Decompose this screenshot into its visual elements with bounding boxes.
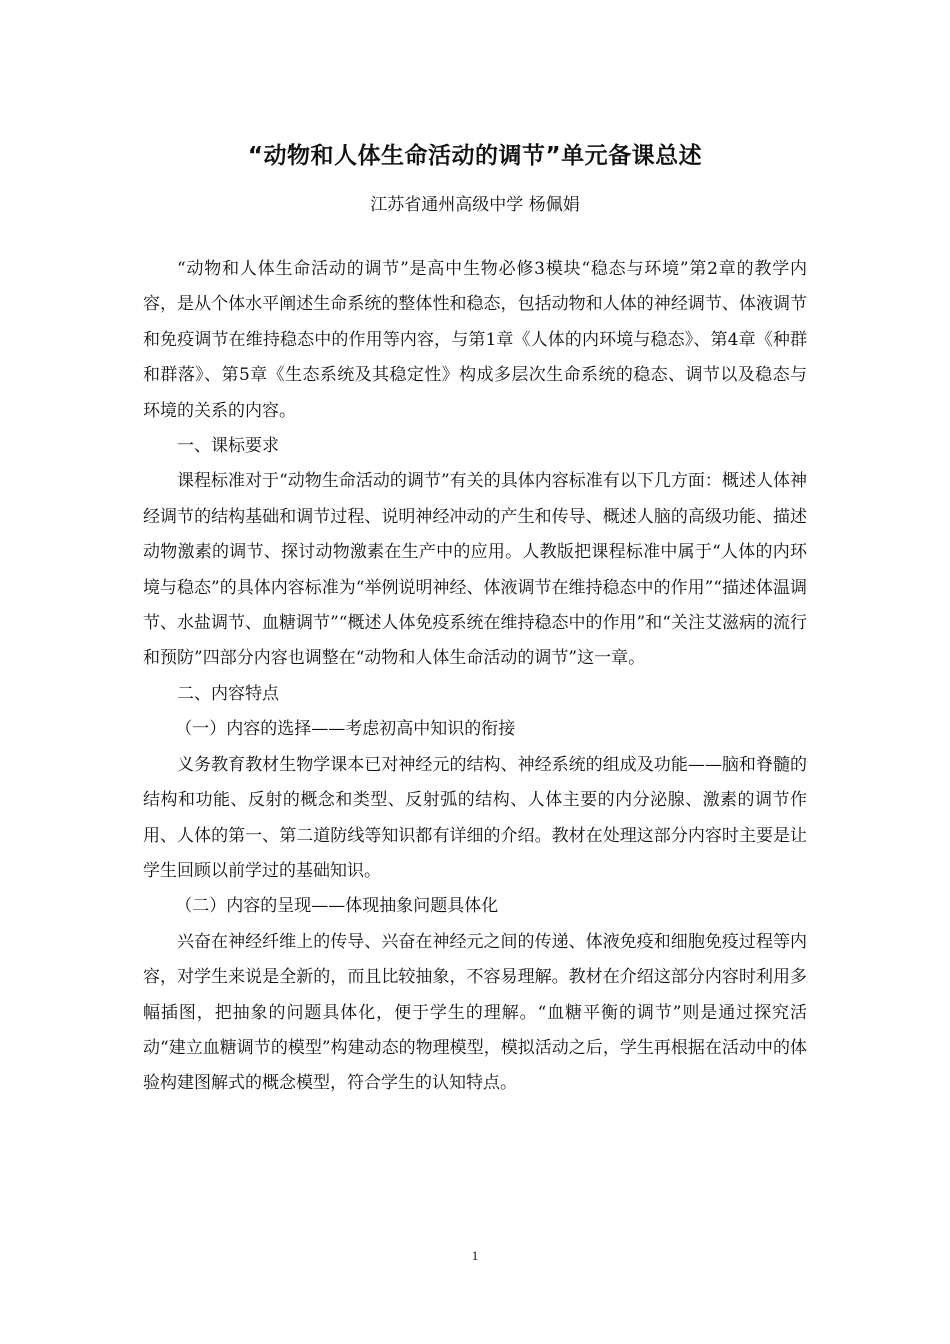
intro-paragraph: “动物和人体生命活动的调节”是高中生物必修3模块“稳态与环境”第2章的教学内容，是从个体水平阐述生命系统的整体性和稳态，包括动物和人体的神经调节、体液调节和免疫调节在维持稳态中的作用等内容，与第1章《人体的内环境与稳态》、第4章《种群和群落》、第5章《生态系统及其稳定性》构成多层次生命系统的稳态、调节以及稳态与环境的关系的内容。 xyxy=(143,259,807,421)
author-line: 江苏省通州高级中学 杨佩娟 xyxy=(370,195,580,215)
document-title: “动物和人体生命活动的调节”单元备课总述 xyxy=(247,143,703,169)
curriculum-paragraph: 课程标准对于“动物生命活动的调节”有关的具体内容标准有以下几方面：概述人体神经调节的结构基础和调节过程、说明神经冲动的产生和传导、概述人脑的高级功能、描述动物激素的调节、探讨动物激素在生产中的应用。人教版把课程标准中属于“人体的内环境与稳态”的具体内容标准为“举例说明神经、体液调节在维持稳态中的作用”“描述体温调节、水盐调节、血糖调节”“概述人体免疫系统在维持稳态中的作用”和“关注艾滋病的流行和预防”四部分内容也调整在“动物和人体生命活动的调节”这一章。 xyxy=(143,471,807,669)
subheading-presentation: （二）内容的呈现——体现抽象问题具体化 xyxy=(175,896,499,917)
document-body xyxy=(143,252,807,1102)
subheading-selection: （一）内容的选择——考虑初高中知识的衔接 xyxy=(175,719,516,740)
selection-paragraph: 义务教育教材生物学课本已对神经元的结构、神经系统的组成及功能——脑和脊髓的结构和功能、反射的概念和类型、反射弧的结构、人体主要的内分泌腺、激素的调节作用、人体的第一、第二道防线等知识都有详细的介绍。教材在处理这部分内容时主要是让学生回顾以前学过的基础知识。 xyxy=(143,754,807,881)
section-heading-content: 二、内容特点 xyxy=(177,683,279,704)
page-number: 1 xyxy=(471,1248,479,1263)
section-heading-curriculum: 一、课标要求 xyxy=(177,436,279,457)
presentation-paragraph: 兴奋在神经纤维上的传导、兴奋在神经元之间的传递、体液免疫和细胞免疫过程等内容，对学生来说是全新的，而且比较抽象，不容易理解。教材在介绍这部分内容时利用多幅插图，把抽象的问题具体化，便于学生的理解。“血糖平衡的调节”则是通过探究活动“建立血糖调节的模型”构建动态的物理模型，模拟活动之后，学生再根据在活动中的体验构建图解式的概念模型，符合学生的认知特点。 xyxy=(143,931,807,1094)
